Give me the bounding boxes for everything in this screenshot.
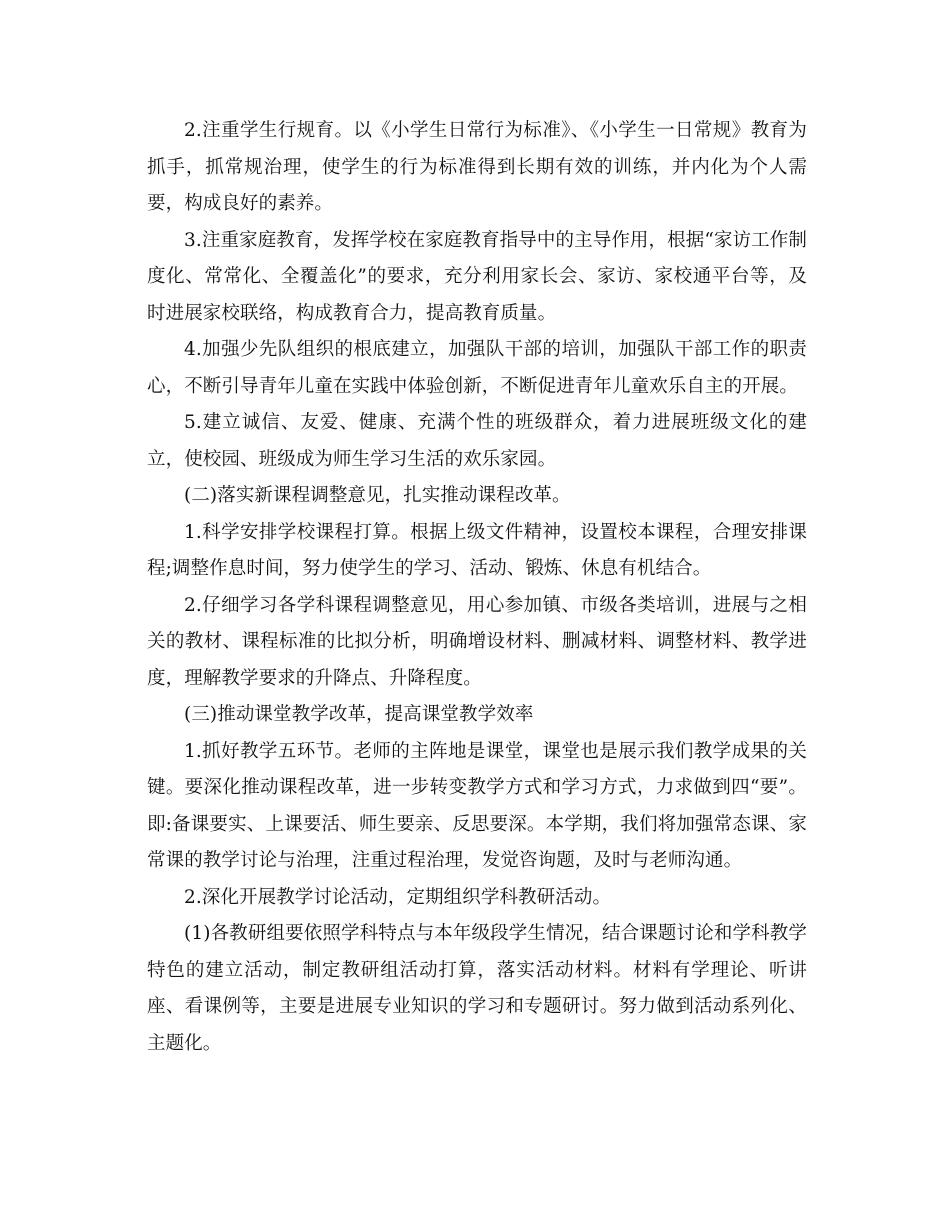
paragraph-family-education: 3.注重家庭教育，发挥学校在家庭教育指导中的主导作用，根据“家访工作制度化、常常化、全覆盖化”的要求，充分利用家长会、家访、家校通平台等，及时进展家校联络，构成教育合力，提高教育质量。 bbox=[147, 229, 807, 324]
section-heading-curriculum: (二)落实新课程调整意见，扎实推动课程改革。 bbox=[184, 485, 571, 506]
paragraph-behavior-education: 2.注重学生行规育。以《小学生日常行为标准》、《小学生一日常规》教育为抓手，抓常规治理，使学生的行为标准得到长期有效的训练，并内化为个人需要，构成良好的素养。 bbox=[147, 120, 807, 214]
paragraph-class-collective: 5.建立诚信、友爱、健康、充满个性的班级群众，着力进展班级文化的建立，使校园、班级成为师生学习生活的欢乐家园。 bbox=[147, 412, 807, 470]
paragraph-curriculum-plan: 1.科学安排学校课程打算。根据上级文件精神，设置校本课程，合理安排课程;调整作息时间，努力使学生的学习、活动、锻炼、休息有机结合。 bbox=[147, 521, 807, 579]
paragraph-research-groups: (1)各教研组要依照学科特点与本年级段学生情况，结合课题讨论和学科教学特色的建立活动，制定教研组活动打算，落实活动材料。材料有学理论、听讲座、看课例等，主要是进展专业知识的学习和专题研讨。努力做到活动系列化、主题化。 bbox=[147, 923, 807, 1054]
document-body bbox=[147, 113, 807, 1062]
paragraph-five-links: 1.抓好教学五环节。老师的主阵地是课堂，课堂也是展示我们教学成果的关键。要深化推动课程改革，进一步转变教学方式和学习方式，力求做到四“要”。即:备课要实、上课要活、师生要亲、反思要深。本学期，我们将加强常态课、家常课的教学讨论与治理，注重过程治理，发觉咨询题，及时与老师沟通。 bbox=[147, 740, 807, 871]
paragraph-young-pioneers: 4.加强少先队组织的根底建立，加强队干部的培训，加强队干部工作的职责心，不断引导青年儿童在实践中体验创新，不断促进青年儿童欢乐自主的开展。 bbox=[147, 339, 807, 397]
paragraph-teaching-research: 2.深化开展教学讨论活动，定期组织学科教研活动。 bbox=[184, 886, 612, 908]
paragraph-curriculum-study: 2.仔细学习各学科课程调整意见，用心参加镇、市级各类培训，进展与之相关的教材、课程标准的比拟分析，明确增设材料、删减材料、调整材料、教学进度，理解教学要求的升降点、升降程度。 bbox=[147, 594, 807, 689]
section-heading-classroom-reform: (三)推动课堂教学改革，提高课堂教学效率 bbox=[184, 704, 534, 725]
